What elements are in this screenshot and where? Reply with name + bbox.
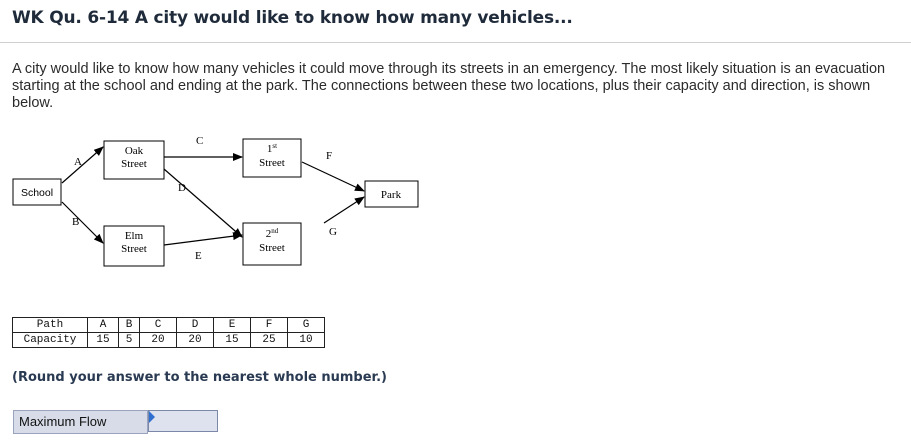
node-second-label-2: Street	[259, 242, 285, 254]
question-prompt: A city would like to know how many vehicles it could move through its streets in an emergency. The most likely situation is an evacuation starting at the school and ending at the park. The connections between these two locations, plus their capacity and direction, is shown below.	[12, 61, 886, 111]
capacity-table	[12, 317, 325, 348]
path-e: E	[214, 318, 251, 333]
edge-label-e: E	[195, 250, 202, 262]
table-row-capacity	[13, 333, 325, 348]
edge-label-a: A	[74, 156, 82, 168]
node-oak-label-1: Oak	[124, 145, 144, 157]
table-row-path	[13, 318, 325, 333]
row-label-capacity: Capacity	[13, 333, 88, 348]
maximum-flow-label: Maximum Flow	[13, 410, 148, 434]
edge-label-c: C	[196, 135, 204, 147]
edge-a	[62, 147, 103, 183]
edge-e	[164, 235, 242, 245]
capacity-f: 25	[251, 333, 288, 348]
capacity-d: 20	[177, 333, 214, 348]
node-elm-street	[104, 226, 164, 266]
edge-d	[164, 169, 242, 237]
capacity-a: 15	[88, 333, 119, 348]
edge-label-f: F	[326, 150, 333, 162]
node-park-label: Park	[380, 189, 402, 201]
node-school-label: School	[20, 187, 54, 199]
edge-label-d: D	[178, 182, 186, 194]
node-second-label-1: 2nd	[265, 227, 279, 240]
capacity-g: 10	[288, 333, 325, 348]
rounding-instruction: (Round your answer to the nearest whole number.)	[12, 370, 387, 385]
node-first-label-1: 1st	[266, 142, 278, 155]
node-oak-label-2: Street	[121, 158, 147, 170]
path-b: B	[119, 318, 140, 333]
capacity-b: 5	[119, 333, 140, 348]
maximum-flow-input[interactable]	[149, 411, 217, 431]
edge-f	[302, 162, 364, 191]
answer-row	[13, 410, 218, 434]
capacity-e: 15	[214, 333, 251, 348]
path-c: C	[140, 318, 177, 333]
path-f: F	[251, 318, 288, 333]
node-first-street	[243, 139, 301, 177]
question-title: WK Qu. 6-14 A city would like to know how many vehicles...	[12, 8, 573, 28]
node-oak-street	[104, 141, 164, 179]
node-school	[13, 179, 61, 205]
edge-label-b: B	[72, 216, 80, 228]
path-d: D	[177, 318, 214, 333]
title-divider	[0, 42, 911, 43]
edge-b	[62, 202, 103, 243]
row-label-path: Path	[13, 318, 88, 333]
edge-g	[324, 197, 364, 223]
node-elm-label-1: Elm	[124, 230, 144, 242]
node-park	[365, 181, 418, 207]
answer-flag-icon	[149, 411, 155, 423]
network-diagram	[0, 125, 440, 275]
maximum-flow-input-wrapper[interactable]	[148, 410, 218, 432]
edge-label-g: G	[329, 226, 337, 238]
path-g: G	[288, 318, 325, 333]
node-first-label-2: Street	[259, 157, 285, 169]
node-second-street	[243, 223, 301, 265]
capacity-c: 20	[140, 333, 177, 348]
path-a: A	[88, 318, 119, 333]
node-elm-label-2: Street	[121, 243, 147, 255]
